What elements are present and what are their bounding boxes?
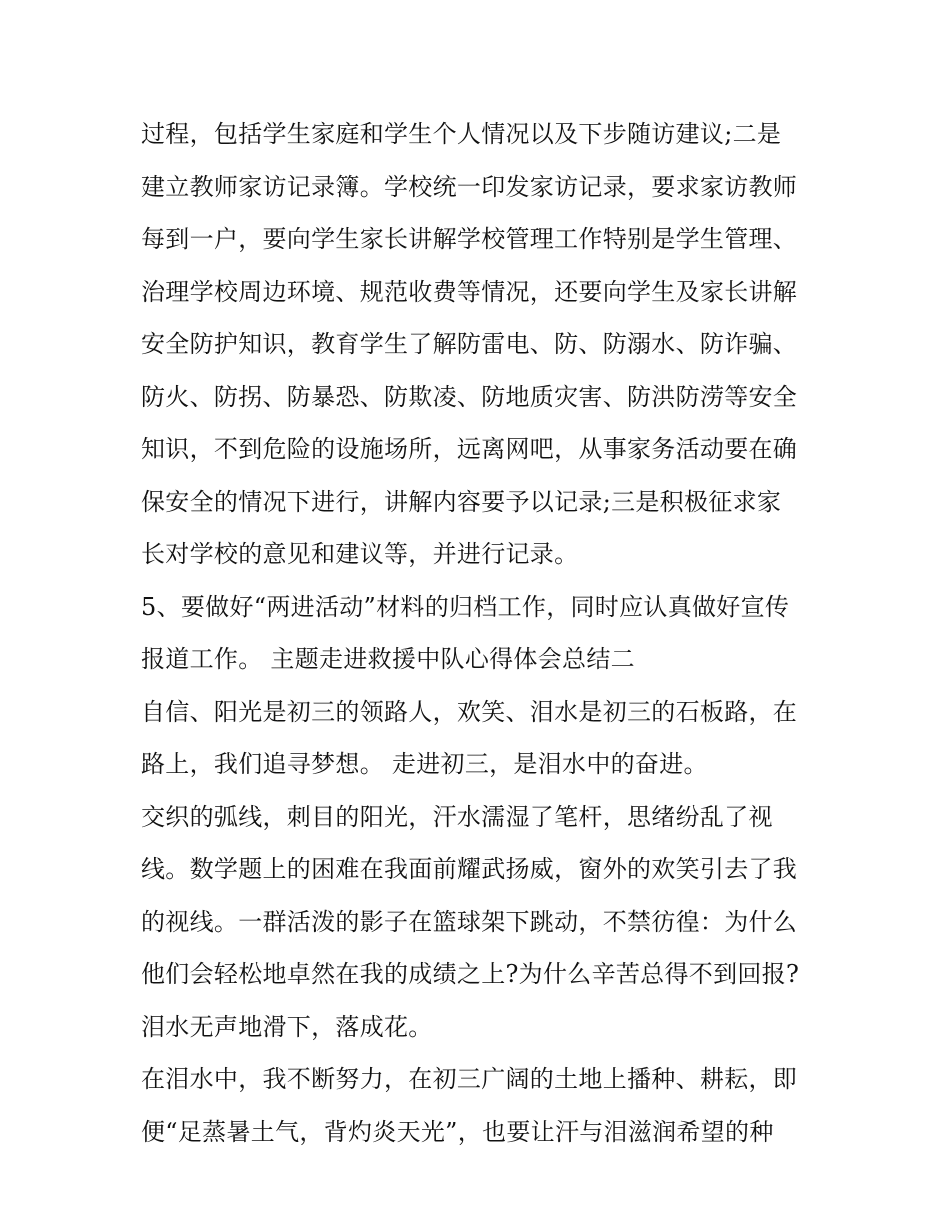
- text-line: 5、要做好“两进活动”材料的归档工作，同时应认真做好宣传: [141, 592, 790, 621]
- text-line: 安全防护知识，教育学生了解防雷电、防、防溺水、防诈骗、: [141, 330, 798, 358]
- text-line: 建立教师家访记录簿。学校统一印发家访记录，要求家访教师: [141, 172, 798, 201]
- text-line: 便“足蒸暑土气，背灼炎天光”，也要让汗与泪滋润希望的种: [141, 1117, 774, 1146]
- text-line: 线。数学题上的困难在我面前耀武扬威，窗外的欢笑引去了我: [141, 855, 798, 883]
- text-line: 他们会轻松地卓然在我的成绩之上?为什么辛苦总得不到回报?: [141, 960, 800, 988]
- text-line: 报道工作。 主题走进救援中队心得体会总结二: [141, 645, 635, 673]
- text-line: 自信、阳光是初三的领路人，欢笑、泪水是初三的石板路，在: [141, 697, 798, 726]
- text-line: 知识，不到危险的设施场所，远离网吧，从事家务活动要在确: [141, 435, 798, 463]
- text-line: 防火、防拐、防暴恐、防欺凌、防地质灾害、防洪防涝等安全: [141, 382, 798, 411]
- text-line: 每到一户，要向学生家长讲解学校管理工作特别是学生管理、: [141, 225, 798, 253]
- text-line: 过程，包括学生家庭和学生个人情况以及下步随访建议;二是: [141, 120, 782, 148]
- text-line: 保安全的情况下进行，讲解内容要予以记录;三是积极征求家: [141, 487, 782, 516]
- text-line: 长对学校的意见和建议等，并进行记录。: [141, 540, 579, 568]
- text-line: 路上，我们追寻梦想。 走进初三，是泪水中的奋进。: [141, 750, 708, 778]
- document-body: [141, 108, 821, 1158]
- text-line: 在泪水中，我不断努力，在初三广阔的土地上播种、耕耘，即: [141, 1065, 798, 1093]
- text-line: 治理学校周边环境、规范收费等情况，还要向学生及家长讲解: [141, 277, 798, 306]
- text-line: 泪水无声地滑下，落成花。: [141, 1012, 433, 1041]
- text-line: 的视线。一群活泼的影子在篮球架下跳动，不禁彷徨：为什么: [141, 907, 798, 936]
- text-line: 交织的弧线，刺目的阳光，汗水濡湿了笔杆，思绪纷乱了视: [141, 802, 773, 831]
